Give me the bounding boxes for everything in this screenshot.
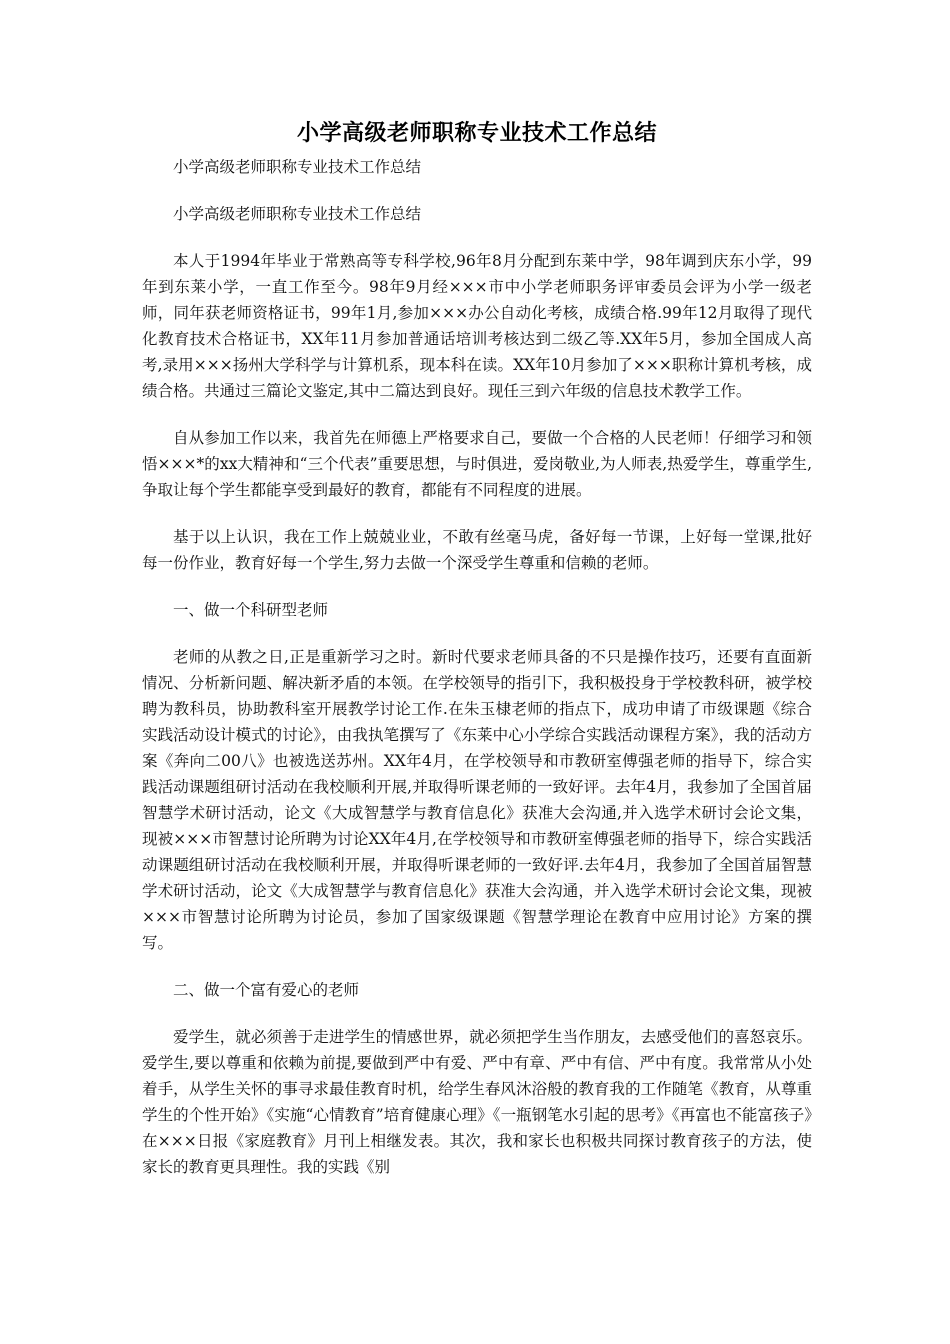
paragraph-dedication: 基于以上认识，我在工作上兢兢业业，不敢有丝毫马虎，备好每一节课，上好每一堂课,批好每一份作业，教育好每一个学生,努力去做一个深受学生尊重和信赖的老师。 xyxy=(142,528,812,572)
document-title: 小学高级老师职称专业技术工作总结 xyxy=(296,120,657,146)
paragraph-background: 本人于1994年毕业于常熟高等专科学校,96年8月分配到东莱中学，98年调到庆东小学，99年到东莱小学，一直工作至今。98年9月经×××市中小学老师职务评审委员会评为小学一级老师，同年获老师资格证书，99年1月,参加×××办公自动化考核，成绩合格.99年12月取得了现代化教育技术合格证书，XX年11月参加普通话培训考核达到二级乙等.XX年5月，参加全国成人高考,录用×××扬州大学科学与计算机系，现本科在读。XX年10月参加了×××职称计算机考核，成绩合格。共通过三篇论文鉴定,其中二篇达到良好。现任三到六年级的信息技术教学工作。 xyxy=(142,252,812,400)
paragraph-ethics: 自从参加工作以来，我首先在师德上严格要求自己，要做一个合格的人民老师！仔细学习和领悟×××*的xx大精神和“三个代表”重要思想，与时俱进，爱岗敬业,为人师表,热爱学生，尊重学生,争取让每个学生都能享受到最好的教育，都能有不同程度的进展。 xyxy=(142,429,812,499)
subtitle-line-1: 小学高级老师职称专业技术工作总结 xyxy=(173,158,422,176)
subtitle-line-2: 小学高级老师职称专业技术工作总结 xyxy=(173,205,422,223)
paragraph-caring: 爱学生，就必须善于走进学生的情感世界，就必须把学生当作朋友，去感受他们的喜怒哀乐。爱学生,要以尊重和依赖为前提,要做到严中有爱、严中有章、严中有信、严中有度。我常常从小处着手，从学生关怀的事寻求最佳教育时机，给学生春风沐浴般的教育我的工作随笔《教育，从尊重学生的个性开始》《实施“心情教育”培育健康心理》《一瓶钢笔水引起的思考》《再富也不能富孩子》在×××日报《家庭教育》月刊上相继发表。其次，我和家长也积极共同探讨教育孩子的方法，使家长的教育更具理性。我的实践《别 xyxy=(142,1028,812,1176)
paragraph-research: 老师的从教之日,正是重新学习之时。新时代要求老师具备的不只是操作技巧，还要有直面新情况、分析新问题、解决新矛盾的本领。在学校领导的指引下，我积极投身于学校教科研，被学校聘为教科员，协助教科室开展教学讨论工作.在朱玉棣老师的指点下，成功申请了市级课题《综合实践活动设计模式的讨论》，由我执笔撰写了《东莱中心小学综合实践活动课程方案》，我的活动方案《奔向二00八》也被选送苏州。XX年4月，在学校领导和市教研室傅强老师的指导下，综合实践活动课题组研讨活动在我校顺利开展,并取得听课老师的一致好评。去年4月，我参加了全国首届智慧学术研讨活动，论文《大成智慧学与教育信息化》获准大会沟通,并入选学术研讨会论文集，现被×××市智慧讨论所聘为讨论XX年4月,在学校领导和市教研室傅强老师的指导下，综合实践活动课题组研讨活动在我校顺利开展，并取得听课老师的一致好评.去年4月，我参加了全国首届智慧学术研讨活动，论文《大成智慧学与教育信息化》获准大会沟通，并入选学术研讨会论文集，现被×××市智慧讨论所聘为讨论员，参加了国家级课题《智慧学理论在教育中应用讨论》方案的撰写。 xyxy=(142,648,812,952)
section-heading-research: 一、做一个科研型老师 xyxy=(173,601,329,619)
section-heading-caring: 二、做一个富有爱心的老师 xyxy=(173,981,360,999)
